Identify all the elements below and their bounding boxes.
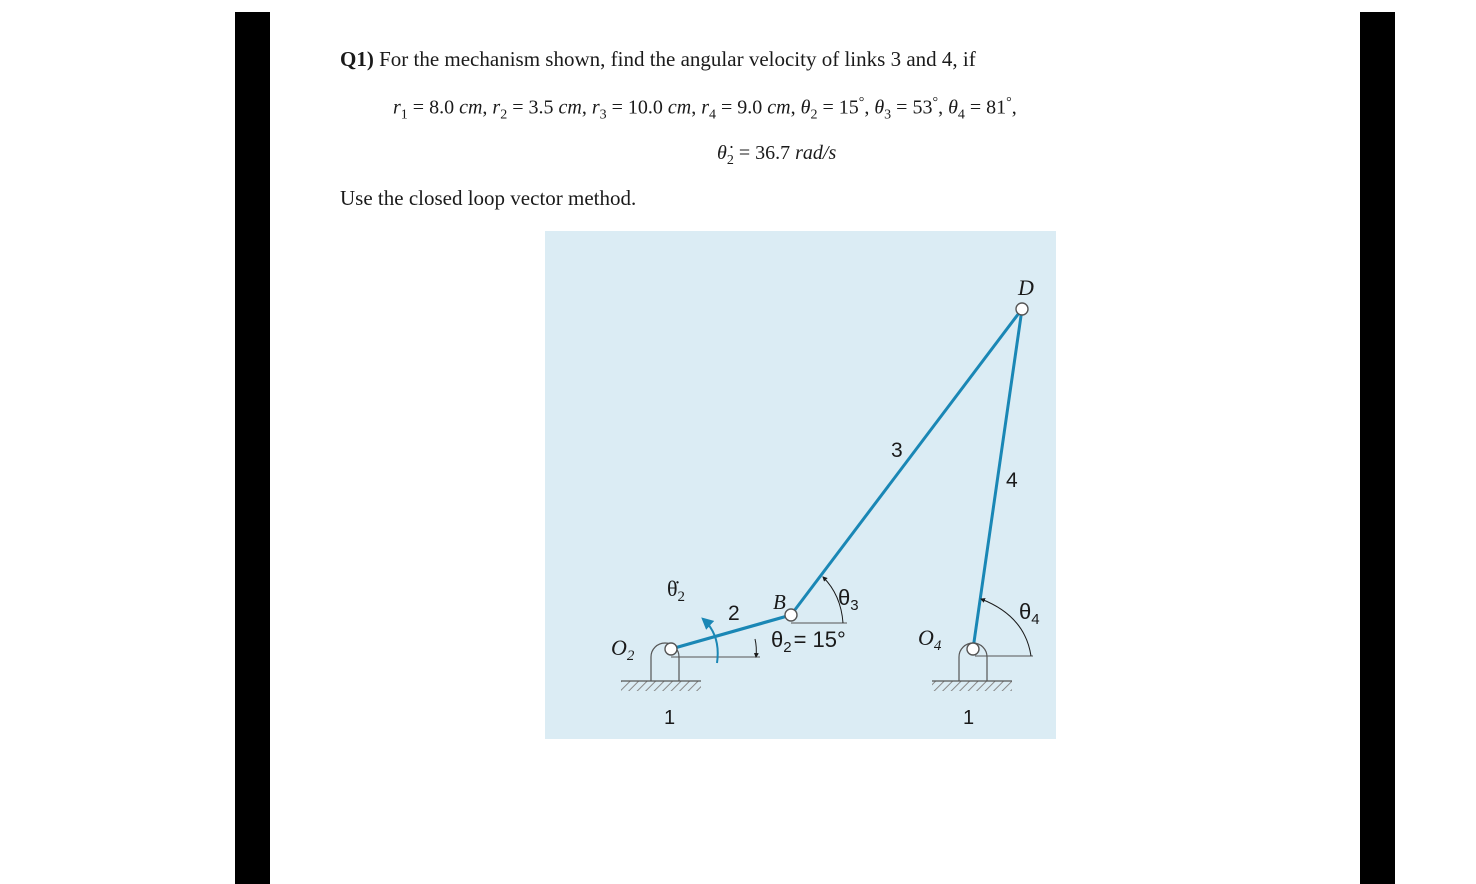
left-black-bar — [235, 12, 270, 884]
label-b: B — [773, 590, 786, 614]
given-unit: cm — [459, 96, 483, 119]
given-values-line-1 — [393, 95, 1017, 124]
given-symbol: θ — [874, 96, 885, 119]
figure-background — [545, 231, 1056, 739]
label-link-3: 3 — [891, 439, 903, 462]
given-symbol: r — [701, 96, 710, 119]
given-unit: ° — [1006, 95, 1012, 110]
joint-o2 — [665, 643, 677, 655]
label-o4: $O_4$ — [918, 625, 942, 654]
given-value: = 53 — [891, 96, 933, 119]
right-black-bar — [1360, 12, 1395, 884]
given-symbol: r — [393, 96, 401, 119]
ground-hatch-right — [932, 681, 1012, 691]
given-separator: , — [691, 96, 702, 119]
given-unit: ° — [932, 95, 939, 110]
given-unit: cm — [558, 96, 582, 119]
given-values-line-2 — [717, 142, 836, 169]
given-symbol: r — [591, 96, 600, 119]
given-value: = 81 — [964, 96, 1007, 119]
question-text: For the mechanism shown, find the angular velocity of links 3 and 4, if — [373, 47, 976, 71]
given-value: = 36.7 — [733, 142, 796, 164]
given-symbol: θ — [948, 96, 958, 119]
given-value: = 8.0 — [407, 96, 460, 119]
four-bar-linkage-diagram — [545, 231, 1056, 739]
given-separator: , — [1011, 96, 1017, 119]
mechanism-figure — [545, 231, 1056, 739]
ground-hatch-left — [621, 681, 701, 691]
label-ground-left: 1 — [664, 707, 676, 729]
joint-d — [1016, 303, 1028, 315]
given-subscript: 2 — [726, 153, 734, 168]
joint-o4 — [967, 643, 979, 655]
given-value: = 3.5 — [507, 96, 559, 119]
given-subscript: 3 — [884, 107, 892, 123]
label-theta2-angle: $\theta_2= 15^\circ$ — [771, 627, 846, 656]
given-separator: , — [482, 96, 493, 119]
label-ground-right: 1 — [963, 707, 975, 729]
given-symbol: θ — [800, 96, 811, 119]
given-value: = 9.0 — [716, 96, 768, 119]
given-separator: , — [581, 96, 592, 119]
label-d: D — [1018, 275, 1034, 300]
method-instruction: Use the closed loop vector method. — [340, 186, 637, 210]
label-link-4: 4 — [1006, 469, 1018, 492]
given-unit: ° — [858, 95, 865, 110]
given-subscript: 4 — [709, 107, 717, 123]
label-link-2: 2 — [728, 602, 740, 625]
given-subscript: 3 — [599, 107, 607, 123]
label-theta2-dot: $\thetȧ_2$ — [667, 576, 686, 605]
given-subscript: 1 — [400, 107, 408, 123]
given-separator: , — [864, 96, 875, 119]
given-separator: , — [938, 96, 949, 119]
label-theta3: $\theta_3$ — [838, 585, 859, 614]
given-subscript: 2 — [810, 107, 818, 123]
given-unit: cm — [767, 96, 791, 119]
given-unit: cm — [667, 96, 692, 119]
given-symbol: r — [492, 96, 501, 119]
given-unit: rad/s — [795, 142, 837, 164]
given-subscript: 2 — [500, 107, 508, 123]
question-statement — [340, 47, 976, 72]
given-separator: , — [790, 96, 801, 119]
given-symbol: θ̇ — [717, 142, 727, 164]
given-subscript: 4 — [957, 107, 965, 123]
label-o2: $O_2$ — [611, 635, 635, 664]
joint-b — [785, 609, 797, 621]
given-value: = 10.0 — [606, 96, 668, 119]
question-number: Q1) — [340, 47, 374, 71]
given-value: = 15 — [817, 96, 859, 119]
label-theta4: $\theta_4$ — [1019, 599, 1040, 628]
